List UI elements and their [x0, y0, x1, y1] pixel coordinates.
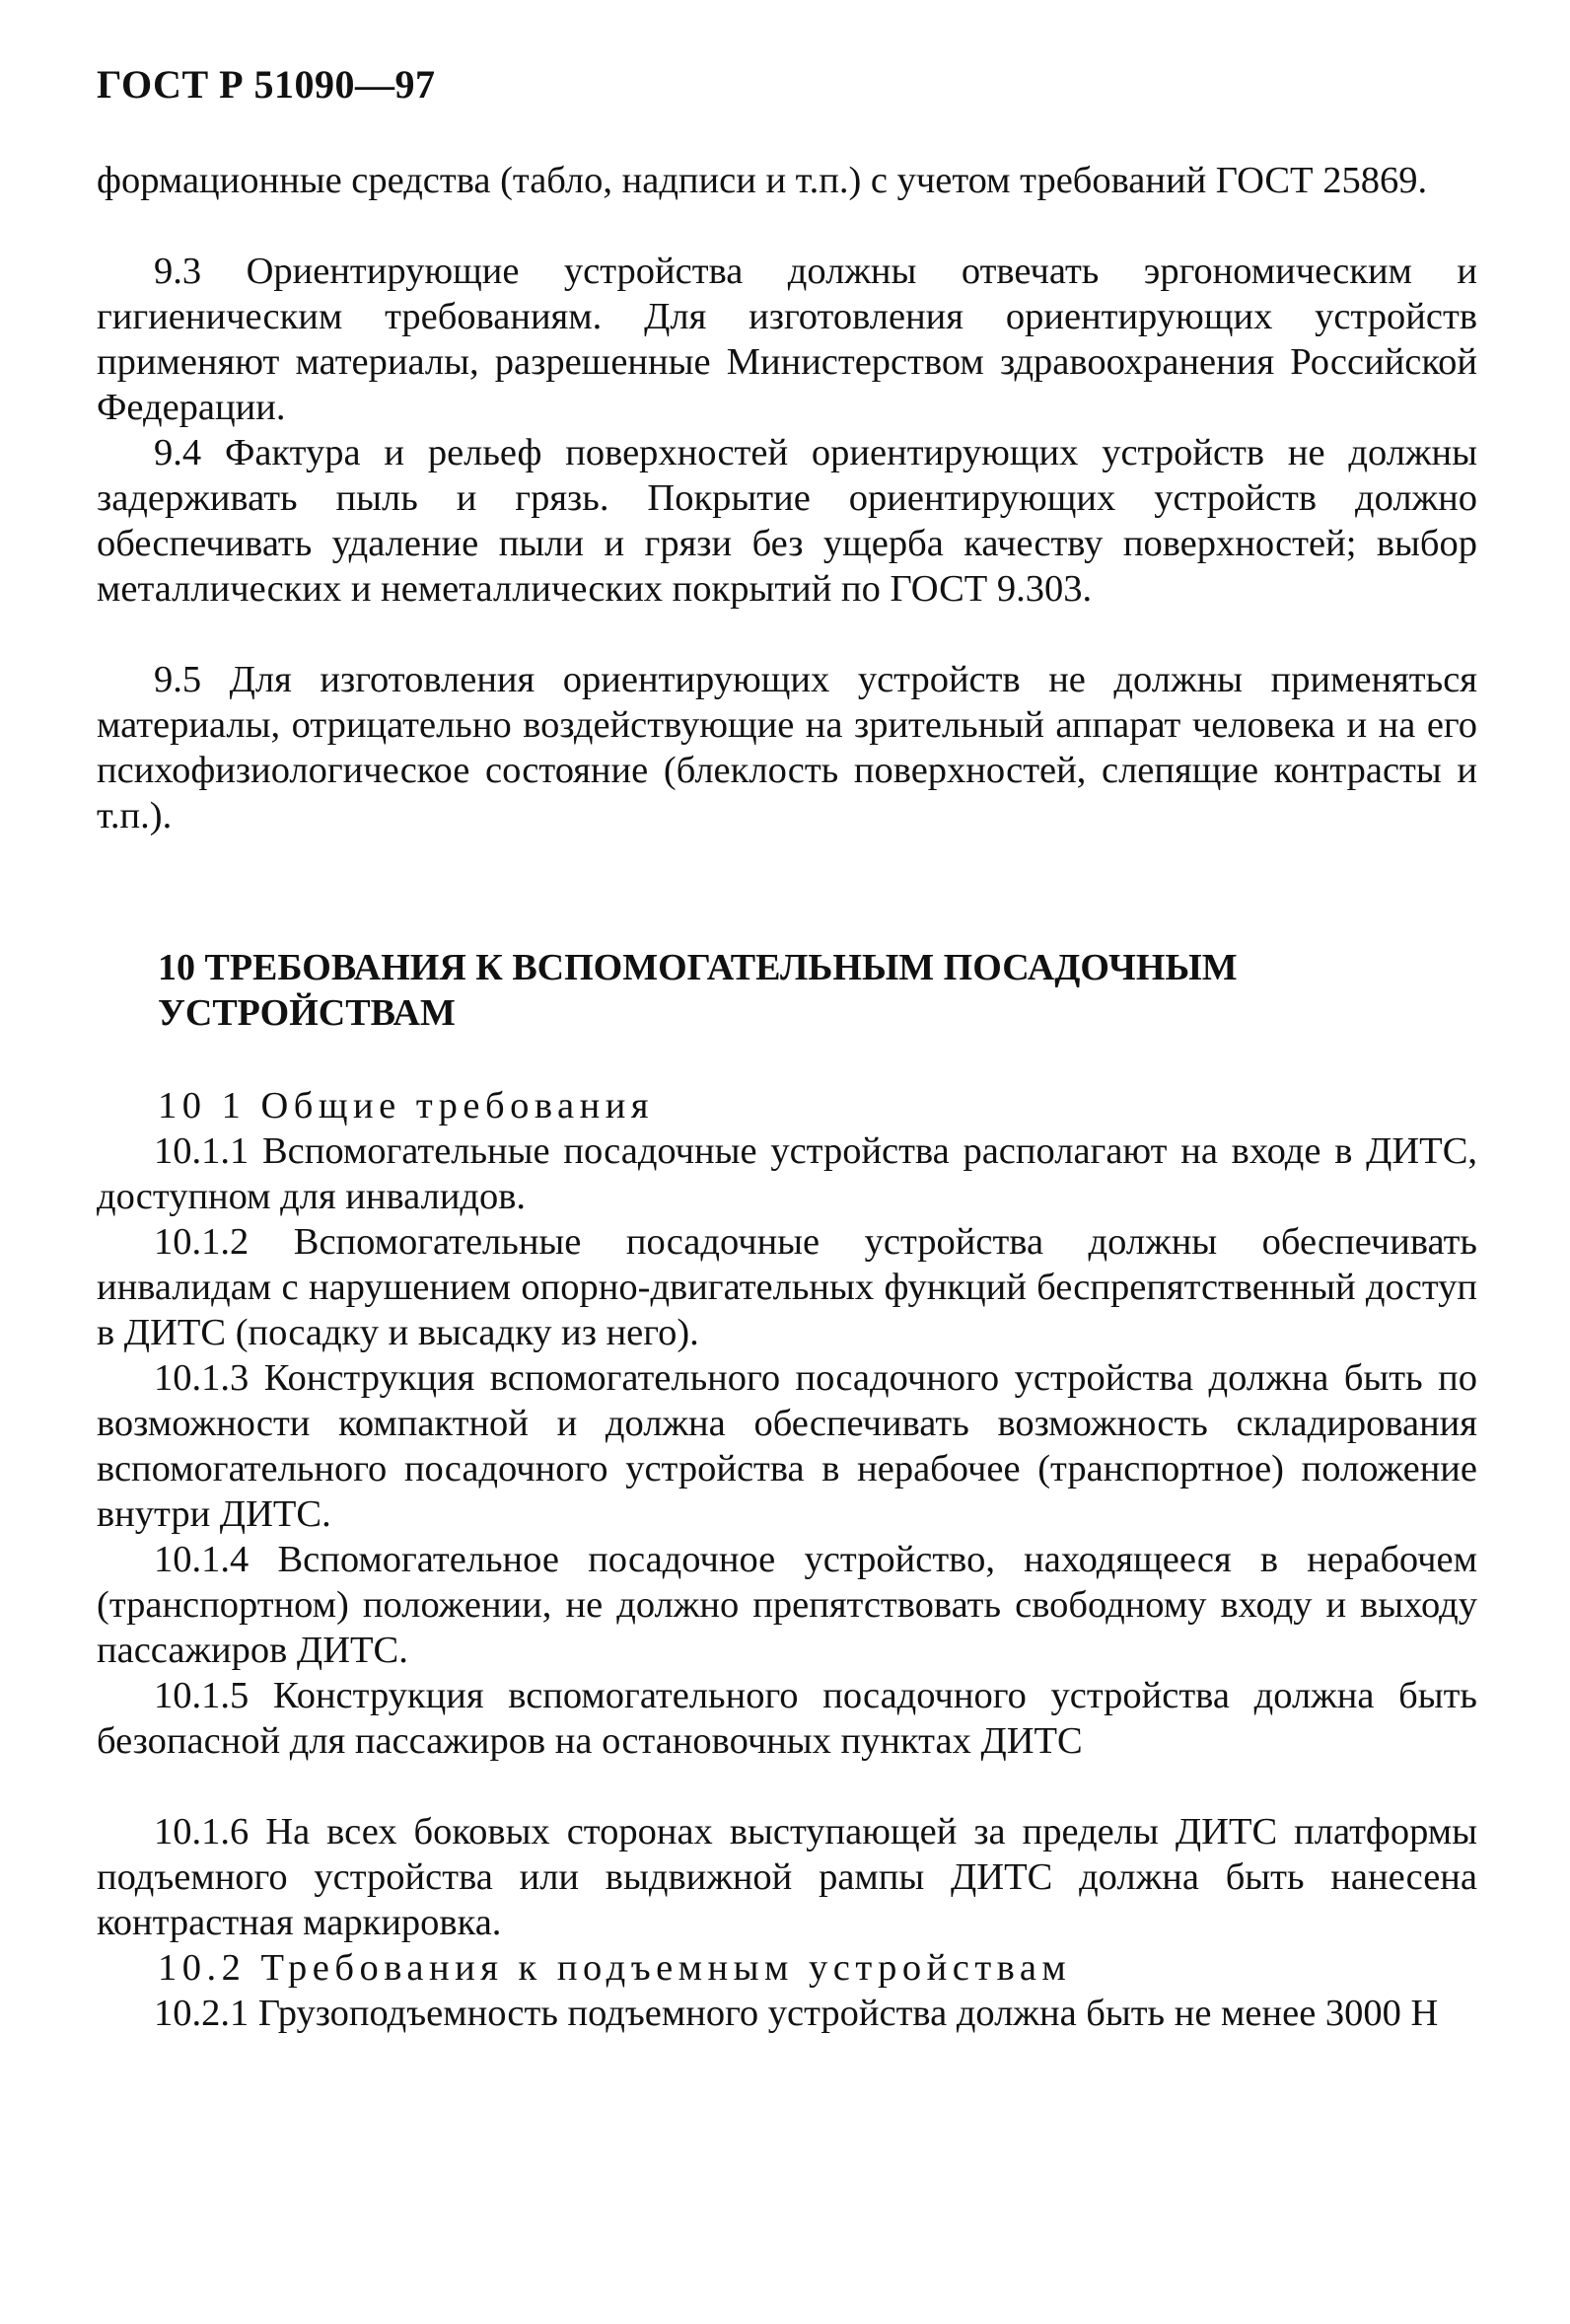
paragraph-10-1-6: 10.1.6 На всех боковых сторонах выступающей за пределы ДИТС платформы подъемного устройства или выдвижной рампы ДИТС должна быть нанесена контрастная маркировка.: [97, 1811, 1477, 1943]
paragraph-continuation: формационные средства (табло, надписи и т.п.) с учетом требований ГОСТ 25869.: [97, 160, 1428, 201]
document-header: ГОСТ Р 51090—97: [97, 62, 436, 107]
paragraph-10-1-4: 10.1.4 Вспомогательное посадочное устройство, находящееся в нерабочем (транспортном) положении, не должно препятствовать свободному входу и выходу пассажиров ДИТС.: [97, 1539, 1477, 1671]
paragraph-9-3: 9.3 Ориентирующие устройства должны отвечать эргономическим и гигиеническим требованиям. Для изготовления ориентирующих устройств применяют материалы, разрешенные Министерством здравоохранения Российской Федерации.: [97, 251, 1477, 428]
paragraph-9-4: 9.4 Фактура и рельеф поверхностей ориентирующих устройств не должны задерживать пыль и грязь. Покрытие ориентирующих устройств должно обеспечивать удаление пыли и грязи без ущерба качеству поверхностей; выбор металлических и неметаллических покрытий по ГОСТ 9.303.: [97, 432, 1477, 610]
subsection-10-1-heading: 10 1 Общие требования: [158, 1085, 655, 1126]
paragraph-10-1-5: 10.1.5 Конструкция вспомогательного посадочного устройства должна быть безопасной для пассажиров на остановочных пунктах ДИТС: [97, 1675, 1477, 1762]
paragraph-10-1-3: 10.1.3 Конструкция вспомогательного посадочного устройства должна быть по возможности компактной и должна обеспечивать возможность складирования вспомогательного посадочного устройства в нерабочее (транспортное) положение внутри ДИТС.: [97, 1357, 1477, 1535]
paragraph-10-1-1: 10.1.1 Вспомогательные посадочные устройства располагают на входе в ДИТС, доступном для инвалидов.: [97, 1130, 1477, 1217]
paragraph-9-5: 9.5 Для изготовления ориентирующих устройств не должны применяться материалы, отрицательно воздействующие на зрительный аппарат человека и на его психофизиологическое состояние (блеклость поверхностей, слепящие контрасты и т.п.).: [97, 659, 1477, 836]
section-10-title: 10 ТРЕБОВАНИЯ К ВСПОМОГАТЕЛЬНЫМ ПОСАДОЧНЫМ УСТРОЙСТВАМ: [158, 947, 1238, 1034]
paragraph-10-1-2: 10.1.2 Вспомогательные посадочные устройства должны обеспечивать инвалидам с нарушением опорно-двигательных функций беспрепятственный доступ в ДИТС (посадку и высадку из него).: [97, 1221, 1477, 1353]
paragraph-10-2-1: 10.2.1 Грузоподъемность подъемного устройства должна быть не менее 3000 Н: [154, 1993, 1439, 2034]
subsection-10-2-heading: 10.2 Требования к подъемным устройствам: [158, 1947, 1072, 1989]
